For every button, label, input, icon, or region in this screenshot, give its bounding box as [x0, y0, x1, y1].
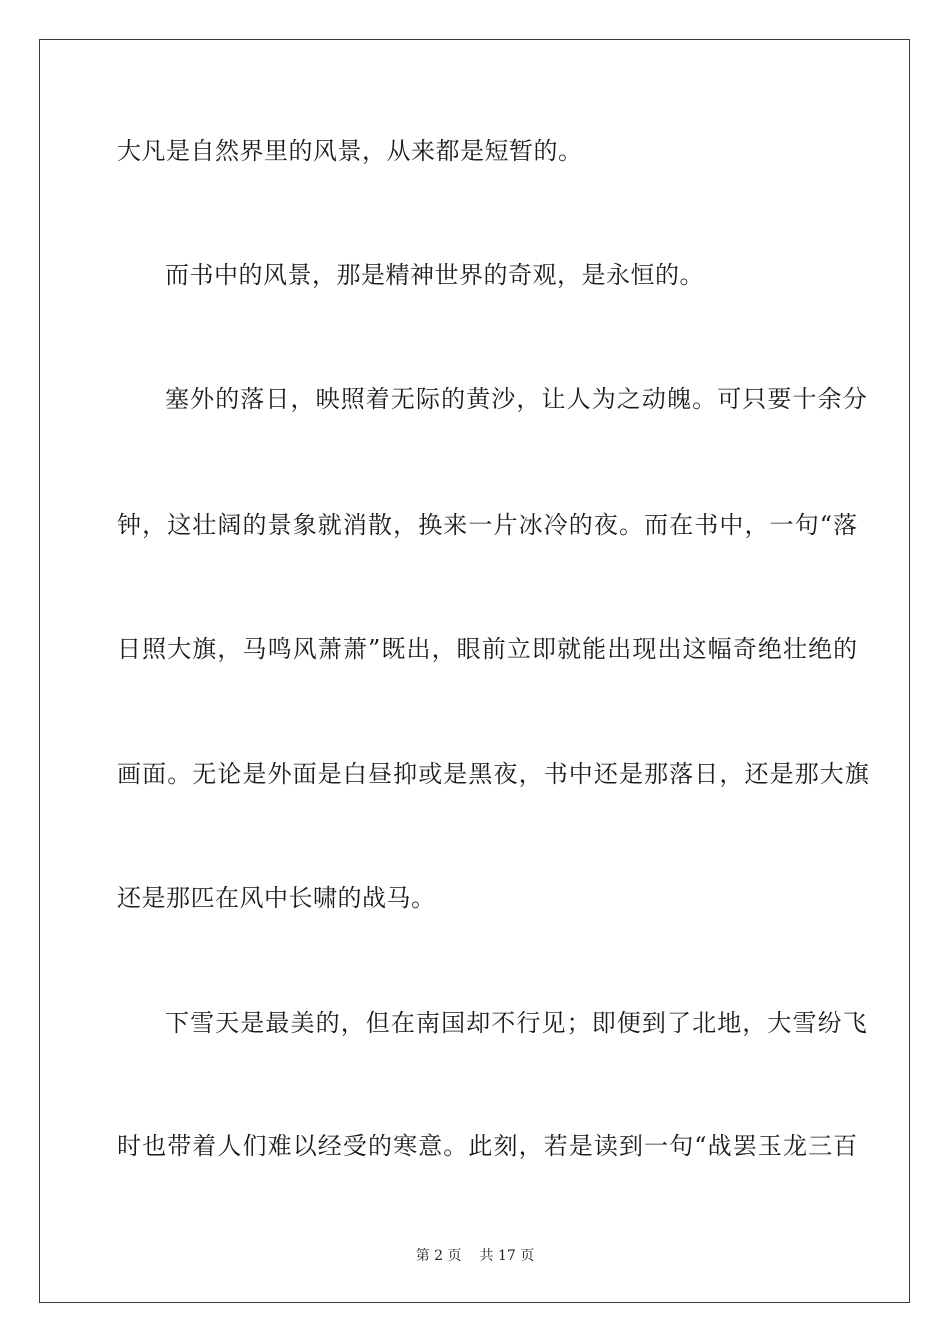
text-line: 大凡是自然界里的风景，从来都是短暂的。	[117, 137, 583, 165]
text-line: 而书中的风景，那是精神世界的奇观，是永恒的。	[165, 261, 704, 289]
page-number: 第 2 页	[415, 1248, 462, 1264]
page-total: 共 17 页	[479, 1248, 535, 1264]
text-line: 日照大旗，马鸣风萧萧”既出，眼前立即就能出现出这幅奇绝壮绝的	[117, 635, 859, 663]
text-line: 画面。无论是外面是白昼抑或是黑夜，书中还是那落日，还是那大旗	[117, 760, 870, 788]
page-footer	[0, 1246, 950, 1266]
page-border	[39, 39, 910, 1303]
text-line: 钟，这壮阔的景象就消散，换来一片冰冷的夜。而在书中，一句“落	[117, 511, 859, 539]
text-line: 时也带着人们难以经受的寒意。此刻，若是读到一句“战罢玉龙三百	[117, 1132, 859, 1160]
text-line: 还是那匹在风中长啸的战马。	[117, 884, 436, 912]
text-line: 下雪天是最美的，但在南国却不行见；即便到了北地，大雪纷飞	[165, 1009, 868, 1037]
text-line: 塞外的落日，映照着无际的黄沙，让人为之动魄。可只要十余分	[165, 385, 868, 413]
